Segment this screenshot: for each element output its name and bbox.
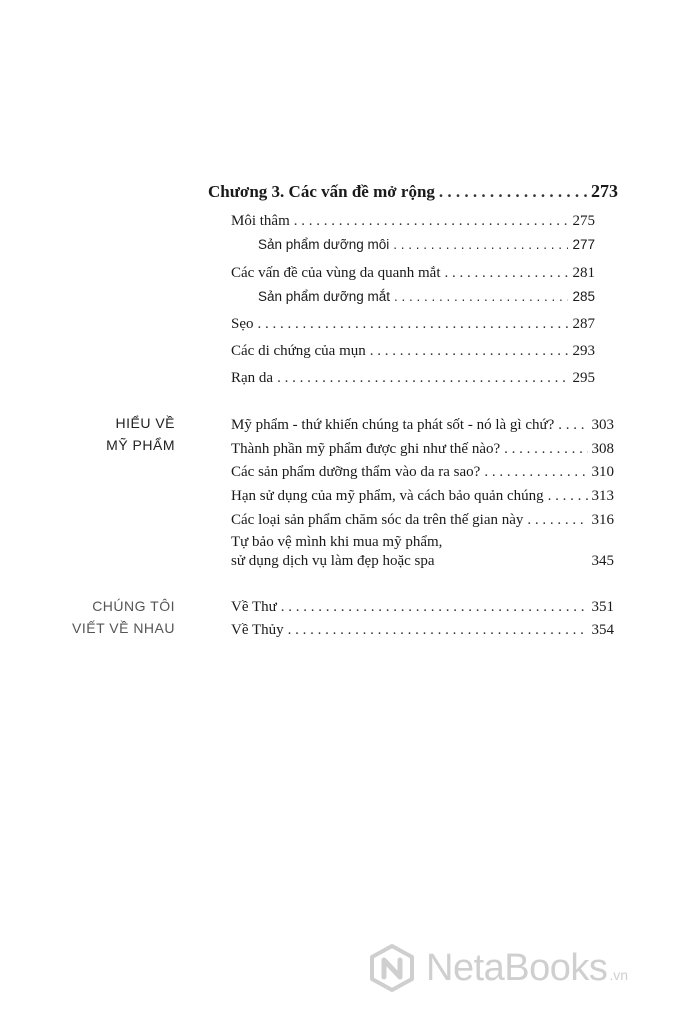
entry-title: Các loại sản phẩm chăm sóc da trên thế gian này [231, 512, 524, 528]
toc-entry [231, 369, 595, 387]
entry-title: Mỹ phẩm - thứ khiến chúng ta phát sốt - nó là gì chứ? [231, 417, 555, 433]
entry-title: Rạn da [231, 370, 274, 386]
leader-dots [504, 440, 587, 458]
entry-title: Về Thủy [231, 622, 284, 638]
section-label-cosmetics [0, 412, 175, 456]
entry-title-line: Tự bảo vệ mình khi mua mỹ phẩm, [231, 534, 443, 550]
entry-page: 310 [591, 464, 614, 480]
toc-subentry [258, 288, 595, 306]
leader-dots [277, 369, 568, 387]
entry-title: Các sản phẩm dưỡng thẩm vào da ra sao? [231, 464, 481, 480]
entry-title: Các di chứng của mụn [231, 343, 366, 359]
leader-dots [258, 315, 569, 333]
leader-dots [370, 342, 569, 360]
entry-title: Về Thư [231, 599, 277, 615]
section-label-line: CHÚNG TÔI [92, 598, 175, 614]
section-label-line: VIẾT VỀ NHAU [72, 620, 175, 636]
entry-title: Hạn sử dụng của mỹ phẩm, và cách bảo quản chúng [231, 488, 544, 504]
leader-dots [445, 264, 569, 282]
watermark-text: NetaBooks [426, 946, 608, 989]
chapter-title: Chương 3. Các vấn đề mở rộng [208, 182, 435, 201]
entry-page: 345 [591, 553, 614, 569]
toc-entry [231, 463, 614, 481]
entry-page: 351 [591, 599, 614, 615]
toc-entry [231, 212, 595, 230]
section-label-line: MỸ PHẨM [106, 437, 175, 453]
leader-dots [527, 511, 587, 529]
toc-subentry [258, 236, 595, 254]
leader-dots [288, 621, 588, 639]
entry-page: 354 [591, 622, 614, 638]
toc-entry [231, 511, 614, 529]
leader-dots [548, 487, 588, 505]
leader-dots [439, 183, 587, 201]
chapter-page: 273 [591, 181, 618, 201]
section-label-authors [0, 595, 175, 639]
entry-page: 281 [572, 265, 595, 281]
entry-title: Sẹo [231, 316, 254, 332]
entry-page: 303 [591, 417, 614, 433]
entry-page: 295 [572, 370, 595, 386]
toc-entry [231, 487, 614, 505]
toc-entry [231, 440, 614, 458]
entry-page: 293 [572, 343, 595, 359]
leader-dots [393, 236, 568, 254]
netabooks-watermark [368, 943, 628, 993]
leader-dots [394, 288, 569, 306]
toc-entry [231, 416, 614, 434]
entry-page: 316 [591, 512, 614, 528]
toc-entry [231, 264, 595, 282]
entry-title: Môi thâm [231, 213, 290, 229]
netabooks-logo-icon [368, 944, 416, 992]
toc-chapter-heading [208, 182, 618, 201]
toc-entry [231, 315, 595, 333]
entry-page: 308 [591, 441, 614, 457]
leader-dots [484, 463, 587, 481]
leader-dots [294, 212, 569, 230]
entry-page: 275 [572, 213, 595, 229]
entry-title: Sản phẩm dưỡng mắt [258, 289, 390, 304]
toc-entry-multiline [231, 533, 614, 570]
leader-dots [558, 416, 587, 434]
entry-title-line: sử dụng dịch vụ làm đẹp hoặc spa [231, 553, 435, 569]
entry-title: Các vấn đề của vùng da quanh mắt [231, 265, 441, 281]
section-label-line: HIỂU VỀ [115, 415, 175, 431]
entry-page: 313 [591, 488, 614, 504]
entry-page: 287 [572, 316, 595, 332]
entry-page: 285 [572, 289, 595, 304]
entry-title: Thành phần mỹ phẩm được ghi như thế nào? [231, 441, 501, 457]
toc-entry [231, 342, 595, 360]
toc-entry [231, 621, 614, 639]
toc-entry [231, 598, 614, 616]
entry-title: Sản phẩm dưỡng môi [258, 237, 390, 252]
leader-dots [281, 598, 588, 616]
watermark-suffix: .vn [609, 967, 629, 983]
entry-page: 277 [572, 237, 595, 252]
